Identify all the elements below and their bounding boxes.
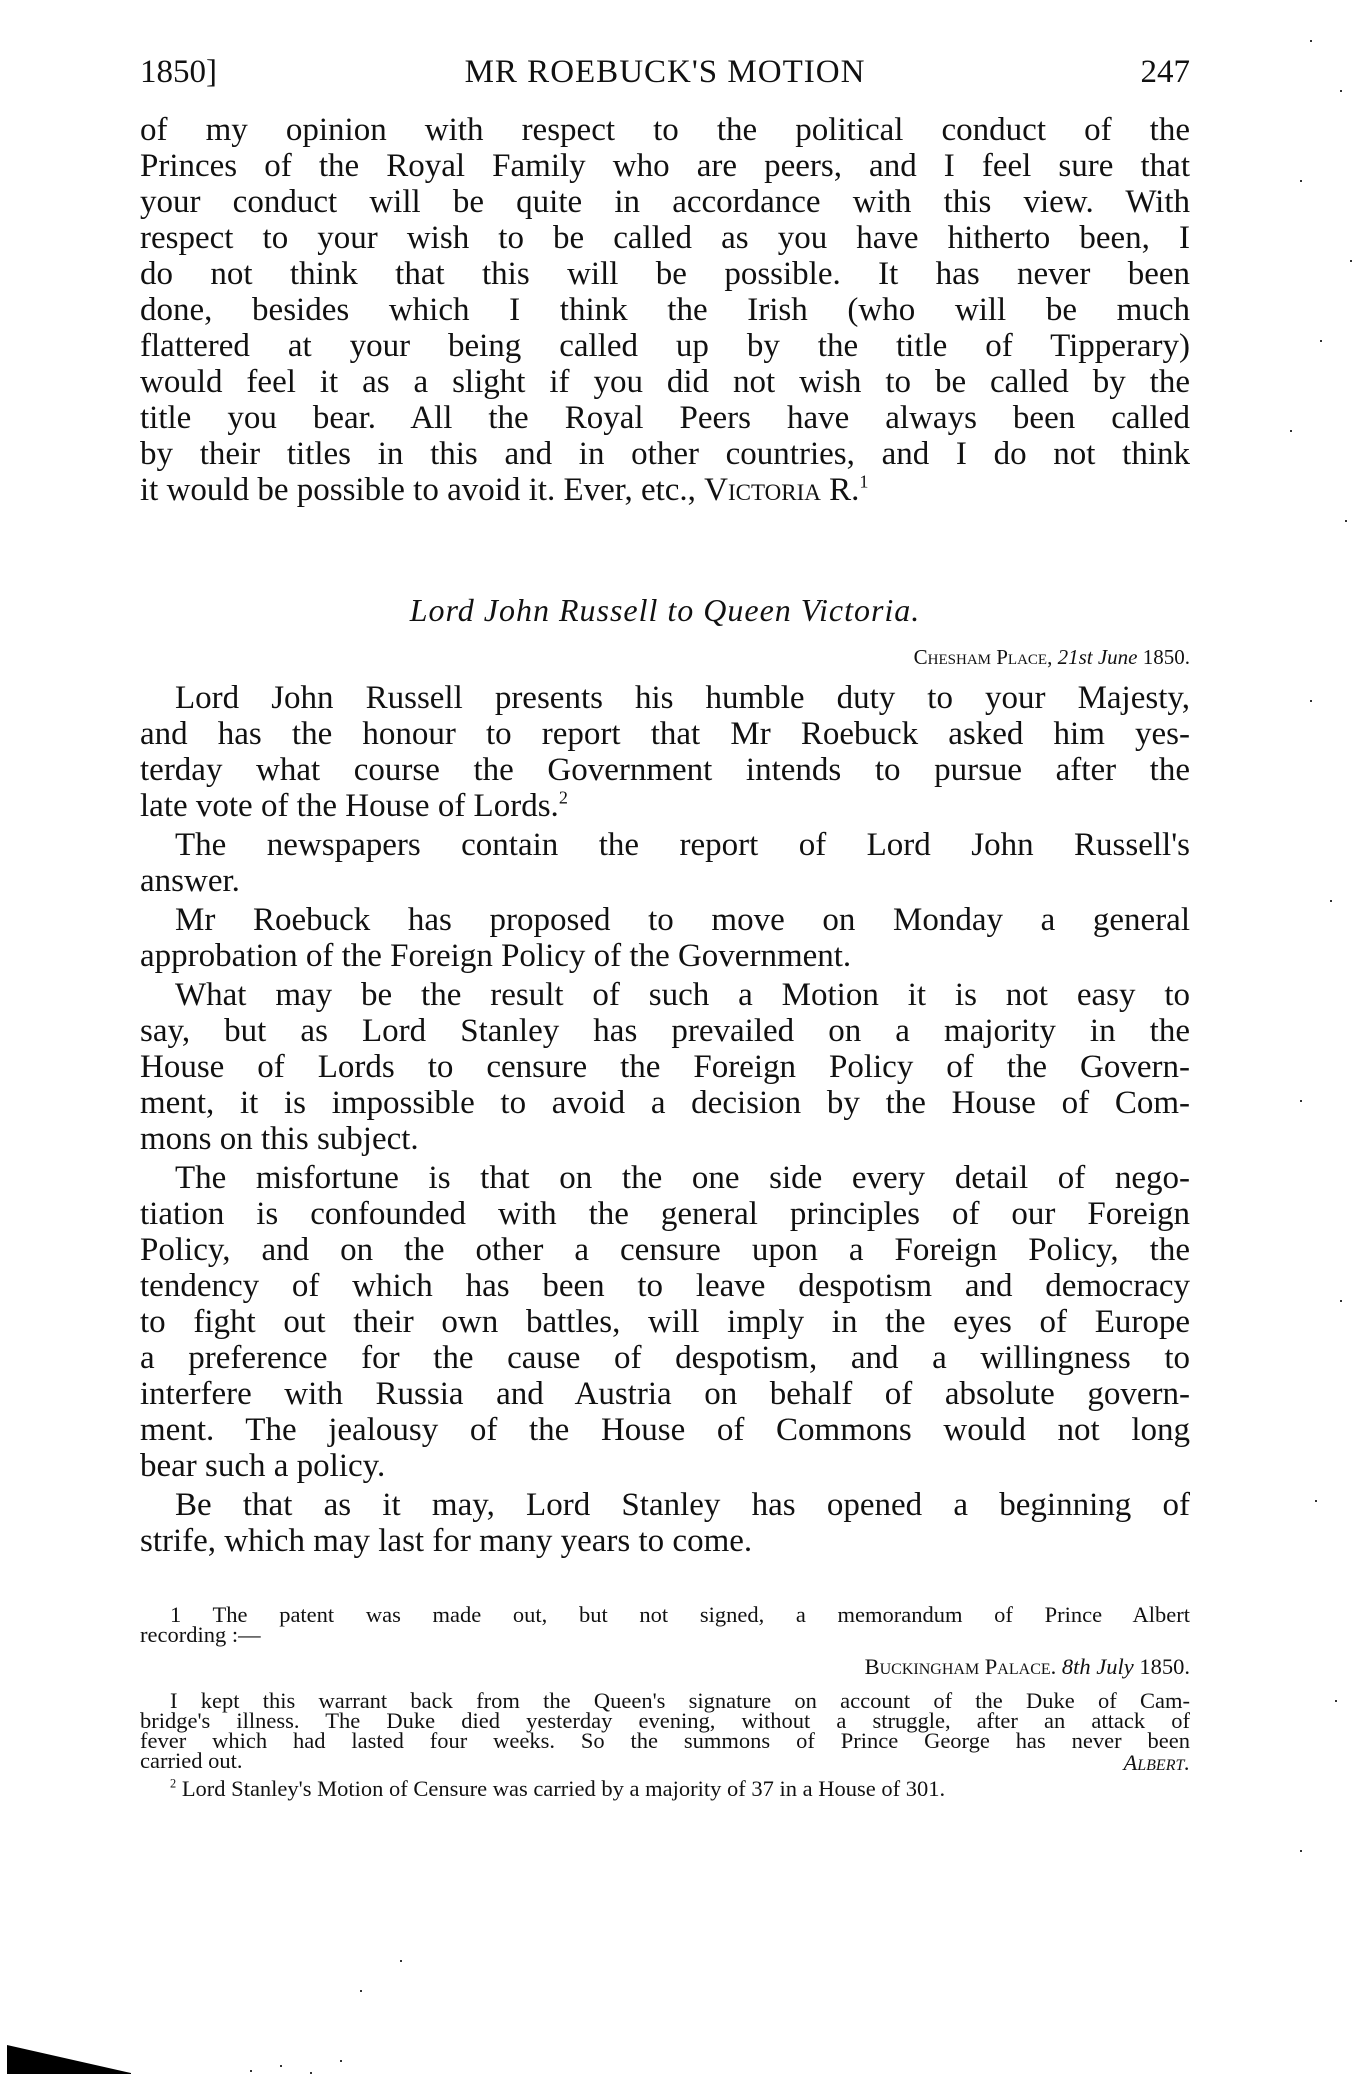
text-line: Lord John Russell presents his humble duty to your Majesty, (175, 680, 1190, 716)
text-line: do not think that this will be possible. It has never been (140, 256, 1190, 292)
text-line: by their titles in this and in other countries, and I do not think (140, 436, 1190, 472)
text-line: done, besides which I think the Irish (who will be much (140, 292, 1190, 328)
letter-dateline: Chesham Place, 21st June 1850. (913, 645, 1190, 669)
text-line: House of Lords to censure the Foreign Policy of the Govern- (140, 1049, 1190, 1085)
text-line: Be that as it may, Lord Stanley has opened a beginning of (175, 1487, 1190, 1523)
text-line: a preference for the cause of despotism, and a willingness to (140, 1340, 1190, 1376)
text-line: ment, it is impossible to avoid a decision by the House of Com- (140, 1085, 1190, 1121)
footnote-1-dateline: Buckingham Palace. 8th July 1850. (864, 1654, 1190, 1679)
running-head (140, 54, 1190, 94)
text-line: tiation is confounded with the general principles of our Foreign (140, 1196, 1190, 1232)
text-line: your conduct will be quite in accordance with this view. With (140, 184, 1190, 220)
text-line: respect to your wish to be called as you have hitherto been, I (140, 220, 1190, 256)
signature-victoria: Victoria R. (704, 472, 860, 508)
text-line: bear such a policy. (140, 1448, 386, 1484)
text-line: to fight out their own battles, will imply in the eyes of Europe (140, 1304, 1190, 1340)
text-line: interfere with Russia and Austria on behalf of absolute govern- (140, 1376, 1190, 1412)
text-line: approbation of the Foreign Policy of the Government. (140, 938, 852, 974)
footnote-ref-2[interactable]: 2 (558, 787, 568, 808)
footnote-1-line: recording :— (140, 1622, 261, 1647)
footnote-1-quote-line: carried out. (140, 1748, 243, 1773)
text-line: and has the honour to report that Mr Roebuck asked him yes- (140, 716, 1190, 752)
text-line: it would be possible to avoid it. Ever, etc., Victoria R.$^1$ (140, 471, 869, 508)
footnote-1-line: 1 The patent was made out, but not signed, a memorandum of Prince Albert (170, 1602, 1191, 1627)
text-line: Policy, and on the other a censure upon a Foreign Policy, the (140, 1232, 1190, 1268)
text-line: terday what course the Government intends to pursue after the (140, 752, 1190, 788)
letter-heading: Lord John Russell to Queen Victoria. (409, 592, 921, 628)
text-line: of my opinion with respect to the political conduct of the (140, 112, 1190, 148)
text-line: What may be the result of such a Motion it is not easy to (175, 977, 1190, 1013)
text-line: mons on this subject. (140, 1121, 419, 1157)
text-line: tendency of which has been to leave despotism and democracy (140, 1268, 1190, 1304)
page-number: 247 (1140, 54, 1190, 90)
text-line: The newspapers contain the report of Lord John Russell's (175, 827, 1190, 863)
footnote-1-quote-line: I kept this warrant back from the Queen's signature on account of the Duke of Cam- (170, 1688, 1190, 1713)
text-line: would feel it as a slight if you did not wish to be called by the (140, 364, 1190, 400)
footnote-2: $^2$ Lord Stanley's Motion of Censure was carried by a majority of 37 in a House of 301. (170, 1776, 946, 1801)
text-line: title you bear. All the Royal Peers have always been called (140, 400, 1190, 436)
text-line: late vote of the House of Lords.$^2$ (140, 787, 568, 824)
running-head-title: MR ROEBUCK'S MOTION (464, 54, 866, 90)
text-line: answer. (140, 863, 240, 899)
footnote-1-signature: Albert. (1123, 1750, 1190, 1775)
text-line: Mr Roebuck has proposed to move on Monday a general (175, 902, 1190, 938)
footnote-ref-1[interactable]: 1 (859, 471, 869, 492)
text-line: say, but as Lord Stanley has prevailed on a majority in the (140, 1013, 1190, 1049)
footnote-1-quote-line: fever which had lasted four weeks. So the summons of Prince George has never been (140, 1728, 1190, 1753)
footnote-1-quote-line: bridge's illness. The Duke died yesterday evening, without a struggle, after an attack of (140, 1708, 1190, 1733)
text-line: ment. The jealousy of the House of Commons would not long (140, 1412, 1190, 1448)
text-line: Princes of the Royal Family who are peers, and I feel sure that (140, 148, 1190, 184)
text-line: The misfortune is that on the one side every detail of nego- (175, 1160, 1190, 1196)
text-line: flattered at your being called up by the title of Tipperary) (140, 328, 1190, 364)
running-head-year: 1850] (140, 54, 217, 90)
scan-arrow-mark (7, 2045, 131, 2075)
text-line: strife, which may last for many years to come. (140, 1523, 753, 1559)
